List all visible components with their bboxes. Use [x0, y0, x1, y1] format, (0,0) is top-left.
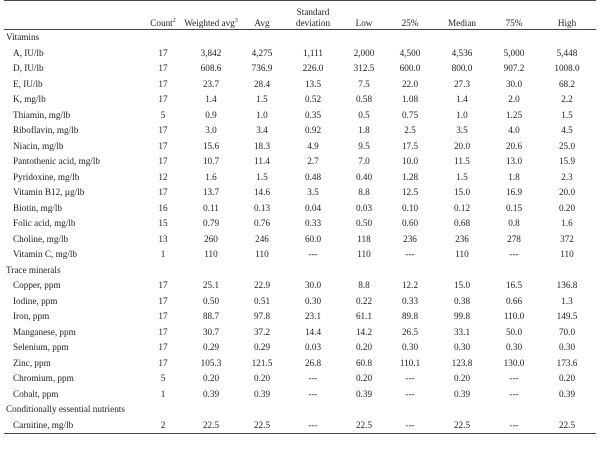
cell-wavg: 105.3: [200, 357, 222, 368]
cell-count: 17: [158, 94, 168, 104]
cell-count: 1: [160, 249, 166, 259]
cell-sd: 1,111: [303, 47, 323, 58]
cell-p75: 20.6: [505, 140, 523, 151]
cell-count: 5: [160, 373, 166, 383]
cell-low: 9.5: [358, 140, 370, 151]
cell-high: 0.39: [558, 388, 576, 399]
cell-low: 8.8: [358, 187, 370, 197]
cell-p25: 1.08: [401, 94, 419, 104]
cell-avg: 0.29: [253, 342, 271, 352]
cell-p25: ---: [405, 249, 415, 259]
header-low: [342, 1, 386, 30]
cell-wavg: 0.29: [202, 342, 220, 352]
cell-avg: 0.51: [253, 295, 271, 306]
cell-wavg: 25.1: [202, 280, 220, 290]
cell-count: 17: [158, 125, 168, 135]
header-wavg: [182, 1, 240, 30]
cell-median: 3.5: [456, 125, 468, 135]
cell-p25: 0.33: [401, 295, 419, 306]
section-row: [4, 402, 596, 418]
row-label: Vitamin C, mg/lb: [13, 249, 78, 259]
cell-sd: 0.30: [304, 295, 322, 306]
cell-median: 15.0: [453, 187, 471, 197]
table-row: [4, 77, 596, 93]
cell-p25: ---: [405, 419, 415, 430]
header-label: [4, 1, 144, 30]
cell-wavg: 608.6: [200, 63, 222, 73]
cell-count: 16: [158, 202, 168, 213]
header-count-footnote: 2: [172, 17, 176, 24]
header-median: [434, 1, 490, 30]
cell-p75: 5,000: [503, 47, 525, 58]
cell-p25: 4,500: [399, 47, 421, 58]
table-row: [4, 371, 596, 387]
table-body: [4, 30, 596, 434]
table-row: [4, 154, 596, 170]
cell-p25: 26.5: [401, 326, 419, 337]
nutrient-statistics-table: [4, 0, 596, 434]
cell-low: 61.1: [355, 311, 373, 321]
header-p75: [490, 1, 538, 30]
cell-high: 22.5: [558, 419, 576, 430]
cell-p25: 2.5: [404, 125, 416, 135]
cell-wavg: 0.11: [203, 202, 219, 213]
cell-count: 17: [158, 187, 168, 197]
table-row: [4, 356, 596, 372]
cell-sd: 226.0: [302, 63, 324, 73]
cell-avg: 18.3: [253, 140, 271, 151]
section-title: Conditionally essential nutrients: [6, 404, 125, 414]
cell-low: 0.5: [358, 109, 370, 120]
cell-count: 17: [158, 47, 168, 58]
cell-high: 20.0: [558, 187, 576, 197]
cell-p25: 17.5: [401, 140, 419, 151]
cell-avg: 0.20: [253, 373, 271, 383]
table-row: [4, 278, 596, 294]
row-label: Riboflavin, mg/lb: [13, 125, 79, 135]
cell-low: 0.40: [355, 171, 373, 182]
cell-p75: 16.9: [505, 187, 523, 197]
cell-low: 118: [357, 233, 371, 244]
cell-count: 17: [158, 156, 168, 166]
cell-low: 1.8: [358, 125, 370, 135]
cell-median: 33.1: [453, 326, 471, 337]
row-label: A, IU/lb: [13, 47, 44, 58]
cell-wavg: 88.7: [202, 311, 220, 321]
cell-p25: 1.28: [401, 171, 419, 182]
cell-p75: 0.8: [508, 218, 520, 228]
cell-p75: 0.15: [505, 202, 523, 213]
cell-median: 123.8: [451, 357, 473, 368]
cell-sd: 0.03: [304, 342, 322, 352]
cell-count: 17: [158, 295, 168, 306]
cell-p25: 600.0: [399, 63, 421, 73]
row-label: Carnitine, mg/lb: [13, 419, 74, 430]
cell-median: 110: [455, 249, 469, 259]
cell-wavg: 1.4: [205, 94, 217, 104]
row-label: Selenium, ppm: [13, 342, 69, 352]
cell-avg: 22.5: [253, 419, 271, 430]
cell-p75: ---: [509, 249, 519, 259]
cell-p75: 16.5: [505, 280, 523, 290]
cell-low: 110: [357, 249, 371, 259]
cell-median: 236: [455, 233, 469, 244]
cell-wavg: 15.6: [202, 140, 220, 151]
cell-avg: 11.4: [254, 156, 270, 166]
table-row: [4, 139, 596, 155]
header-wavg-label: Weighted avg: [184, 18, 235, 28]
row-label: E, IU/lb: [13, 78, 43, 89]
row-label: Thiamin, mg/lb: [13, 109, 71, 120]
cell-median: 0.68: [453, 218, 471, 228]
cell-sd: 60.0: [304, 233, 322, 244]
cell-high: 2.3: [561, 171, 573, 182]
cell-high: 110: [560, 249, 574, 259]
cell-median: 27.3: [453, 78, 471, 89]
cell-avg: 3.4: [256, 125, 268, 135]
section-title: Vitamins: [6, 32, 40, 42]
header-high-label: High: [557, 18, 577, 28]
cell-p25: ---: [405, 373, 415, 383]
table-row: [4, 232, 596, 248]
cell-median: 800.0: [451, 63, 473, 73]
cell-low: 7.0: [358, 156, 370, 166]
cell-p75: 30.0: [505, 78, 523, 89]
cell-sd: 2.7: [307, 156, 319, 166]
cell-low: 0.50: [355, 218, 373, 228]
cell-high: 1.5: [561, 109, 573, 120]
row-label: Cobalt, ppm: [13, 388, 59, 399]
cell-low: 0.22: [355, 295, 373, 306]
cell-sd: ---: [308, 373, 318, 383]
cell-median: 0.30: [453, 342, 471, 352]
cell-high: 1.6: [561, 218, 573, 228]
row-label: D, IU/lb: [13, 63, 44, 73]
cell-avg: 97.8: [253, 311, 271, 321]
cell-median: 0.38: [453, 295, 471, 306]
cell-sd: 13.5: [304, 78, 322, 89]
cell-high: 0.20: [558, 202, 576, 213]
table-row: [4, 46, 596, 62]
header-sd: [284, 1, 342, 30]
cell-avg: 14.6: [253, 187, 271, 197]
header-high: [538, 1, 596, 30]
cell-count: 17: [158, 63, 168, 73]
cell-sd: 0.48: [304, 171, 322, 182]
row-label: Manganese, ppm: [13, 326, 76, 337]
cell-high: 1008.0: [554, 63, 580, 73]
cell-wavg: 0.50: [202, 295, 220, 306]
cell-wavg: 13.7: [202, 187, 220, 197]
cell-p25: 12.2: [401, 280, 419, 290]
cell-wavg: 10.7: [202, 156, 220, 166]
cell-p75: 1.8: [508, 171, 520, 182]
cell-sd: 26.8: [304, 357, 322, 368]
row-label: Zinc, ppm: [13, 357, 51, 368]
table-row: [4, 170, 596, 186]
cell-high: 15.9: [558, 156, 576, 166]
cell-high: 70.0: [558, 326, 576, 337]
cell-p25: 89.8: [401, 311, 419, 321]
cell-p25: 0.10: [401, 202, 419, 213]
cell-median: 0.12: [453, 202, 471, 213]
cell-wavg: 22.5: [202, 419, 220, 430]
cell-low: 0.58: [355, 94, 373, 104]
section-row: [4, 263, 596, 279]
cell-count: 1: [160, 388, 166, 399]
cell-low: 0.03: [355, 202, 373, 213]
cell-median: 1.0: [456, 109, 468, 120]
cell-low: 60.8: [355, 357, 373, 368]
row-label: Vitamin B12, µg/lb: [13, 187, 85, 197]
cell-median: 22.5: [453, 419, 471, 430]
cell-p75: ---: [509, 419, 519, 430]
header-wavg-footnote: 3: [234, 17, 238, 24]
cell-low: 2,000: [353, 47, 375, 58]
cell-avg: 0.13: [253, 202, 271, 213]
row-label: Chromium, ppm: [13, 373, 74, 383]
cell-sd: 23.1: [304, 311, 322, 321]
table-row: [4, 108, 596, 124]
cell-low: 0.20: [355, 342, 373, 352]
cell-sd: ---: [308, 249, 318, 259]
section-row: [4, 30, 596, 46]
cell-avg: 28.4: [253, 78, 271, 89]
row-label: Choline, mg/lb: [13, 233, 69, 244]
cell-count: 13: [158, 233, 168, 244]
cell-p25: 0.60: [401, 218, 419, 228]
cell-median: 15.0: [453, 280, 471, 290]
table-row: [4, 61, 596, 77]
cell-p75: ---: [509, 373, 519, 383]
table-header: [4, 1, 596, 30]
cell-low: 7.5: [358, 78, 370, 89]
cell-low: 14.2: [355, 326, 373, 337]
cell-sd: 0.52: [304, 94, 322, 104]
cell-median: 1.4: [456, 94, 468, 104]
cell-p75: 13.0: [505, 156, 523, 166]
cell-avg: 0.39: [253, 388, 271, 399]
cell-p25: 110.1: [399, 357, 421, 368]
row-label: Folic acid, mg/lb: [13, 218, 76, 228]
cell-avg: 736.9: [251, 63, 273, 73]
cell-wavg: 0.79: [202, 218, 220, 228]
header-p75-label: 75%: [505, 18, 523, 28]
table-row: [4, 418, 596, 434]
cell-p75: 0.30: [505, 342, 523, 352]
cell-sd: 0.92: [304, 125, 322, 135]
cell-count: 17: [158, 78, 168, 89]
cell-sd: 0.35: [304, 109, 322, 120]
cell-wavg: 30.7: [202, 326, 220, 337]
row-label: Pyridoxine, mg/lb: [13, 171, 80, 182]
cell-wavg: 3,842: [200, 47, 222, 58]
header-sd-label: Standard deviation: [295, 7, 331, 28]
cell-p25: 0.75: [401, 109, 419, 120]
cell-wavg: 110: [204, 249, 218, 259]
header-p25-label: 25%: [401, 18, 419, 28]
table-row: [4, 247, 596, 263]
table-row: [4, 201, 596, 217]
cell-avg: 0.76: [253, 218, 271, 228]
header-avg: [240, 1, 284, 30]
cell-sd: ---: [308, 388, 318, 399]
cell-count: 17: [158, 326, 168, 337]
cell-count: 17: [158, 140, 168, 151]
cell-sd: 0.04: [304, 202, 322, 213]
row-label: Pantothenic acid, mg/lb: [13, 156, 101, 166]
cell-avg: 37.2: [253, 326, 271, 337]
cell-low: 22.5: [355, 419, 373, 430]
cell-sd: 4.9: [307, 140, 319, 151]
cell-count: 17: [158, 280, 168, 290]
cell-p75: 110.0: [503, 311, 525, 321]
cell-sd: ---: [308, 419, 318, 430]
cell-wavg: 0.39: [202, 388, 220, 399]
cell-p75: 907.2: [503, 63, 525, 73]
row-label: Iron, ppm: [13, 311, 50, 321]
cell-count: 2: [160, 419, 166, 430]
cell-low: 8.8: [358, 280, 370, 290]
cell-wavg: 1.6: [205, 171, 217, 182]
table-row: [4, 340, 596, 356]
header-low-label: Low: [355, 18, 373, 28]
cell-high: 1.3: [561, 295, 573, 306]
row-label: K, mg/lb: [13, 94, 46, 104]
cell-sd: 3.5: [307, 187, 319, 197]
cell-p25: 236: [403, 233, 417, 244]
cell-wavg: 3.0: [205, 125, 217, 135]
cell-low: 0.39: [355, 388, 373, 399]
cell-count: 17: [158, 311, 168, 321]
cell-avg: 1.5: [256, 94, 268, 104]
cell-p75: 50.0: [505, 326, 523, 337]
cell-p75: ---: [509, 388, 519, 399]
cell-high: 2.2: [561, 94, 573, 104]
cell-p75: 130.0: [503, 357, 525, 368]
header-p25: [386, 1, 434, 30]
section-title: Trace minerals: [6, 264, 61, 275]
row-label: Niacin, mg/lb: [13, 140, 64, 151]
table-row: [4, 294, 596, 310]
cell-low: 0.20: [355, 373, 373, 383]
cell-avg: 1.0: [256, 109, 268, 120]
cell-median: 1.5: [456, 171, 468, 182]
cell-count: 15: [158, 218, 168, 228]
cell-median: 4,536: [451, 47, 473, 58]
cell-p75: 2.0: [508, 94, 520, 104]
row-label: Iodine, ppm: [13, 295, 58, 306]
table-row: [4, 123, 596, 139]
header-avg-label: Avg: [254, 18, 270, 28]
cell-count: 5: [160, 109, 166, 120]
table-row: [4, 325, 596, 341]
cell-wavg: 0.20: [202, 373, 220, 383]
row-label: Copper, ppm: [13, 280, 61, 290]
cell-p25: ---: [405, 388, 415, 399]
cell-median: 11.5: [454, 156, 470, 166]
cell-wavg: 0.9: [205, 109, 217, 120]
cell-median: 0.39: [453, 388, 471, 399]
cell-p75: 278: [507, 233, 521, 244]
cell-avg: 22.9: [253, 280, 271, 290]
cell-count: 17: [158, 342, 168, 352]
cell-count: 12: [158, 171, 168, 182]
table-row: [4, 309, 596, 325]
cell-avg: 1.5: [256, 171, 268, 182]
cell-p25: 0.30: [401, 342, 419, 352]
cell-p75: 0.66: [505, 295, 523, 306]
table-row: [4, 387, 596, 403]
cell-p25: 12.5: [401, 187, 419, 197]
cell-avg: 121.5: [251, 357, 273, 368]
cell-avg: 110: [255, 249, 269, 259]
cell-p75: 4.0: [508, 125, 520, 135]
cell-wavg: 23.7: [202, 78, 220, 89]
cell-p25: 10.0: [401, 156, 419, 166]
cell-high: 0.30: [558, 342, 576, 352]
header-count-label: Count: [150, 18, 173, 28]
cell-sd: 0.33: [304, 218, 322, 228]
cell-high: 0.20: [558, 373, 576, 383]
cell-wavg: 260: [204, 233, 218, 244]
table-row: [4, 216, 596, 232]
table-row: [4, 185, 596, 201]
cell-high: 68.2: [558, 78, 576, 89]
cell-high: 136.8: [556, 280, 578, 290]
cell-high: 5,448: [556, 47, 578, 58]
cell-p75: 1.25: [505, 109, 523, 120]
cell-count: 17: [158, 357, 168, 368]
cell-low: 312.5: [353, 63, 375, 73]
cell-sd: 14.4: [304, 326, 322, 337]
cell-high: 173.6: [556, 357, 578, 368]
cell-high: 149.5: [556, 311, 578, 321]
table-row: [4, 92, 596, 108]
cell-avg: 4,275: [251, 47, 273, 58]
cell-high: 372: [560, 233, 574, 244]
cell-median: 20.0: [453, 140, 471, 151]
cell-p25: 22.0: [401, 78, 419, 89]
header-median-label: Median: [447, 18, 477, 28]
cell-high: 4.5: [561, 125, 573, 135]
cell-sd: 30.0: [304, 280, 322, 290]
cell-avg: 246: [255, 233, 269, 244]
header-count: [144, 1, 182, 30]
row-label: Biotin, mg/lb: [13, 202, 63, 213]
cell-high: 25.0: [558, 140, 576, 151]
cell-median: 99.8: [453, 311, 471, 321]
cell-median: 0.20: [453, 373, 471, 383]
